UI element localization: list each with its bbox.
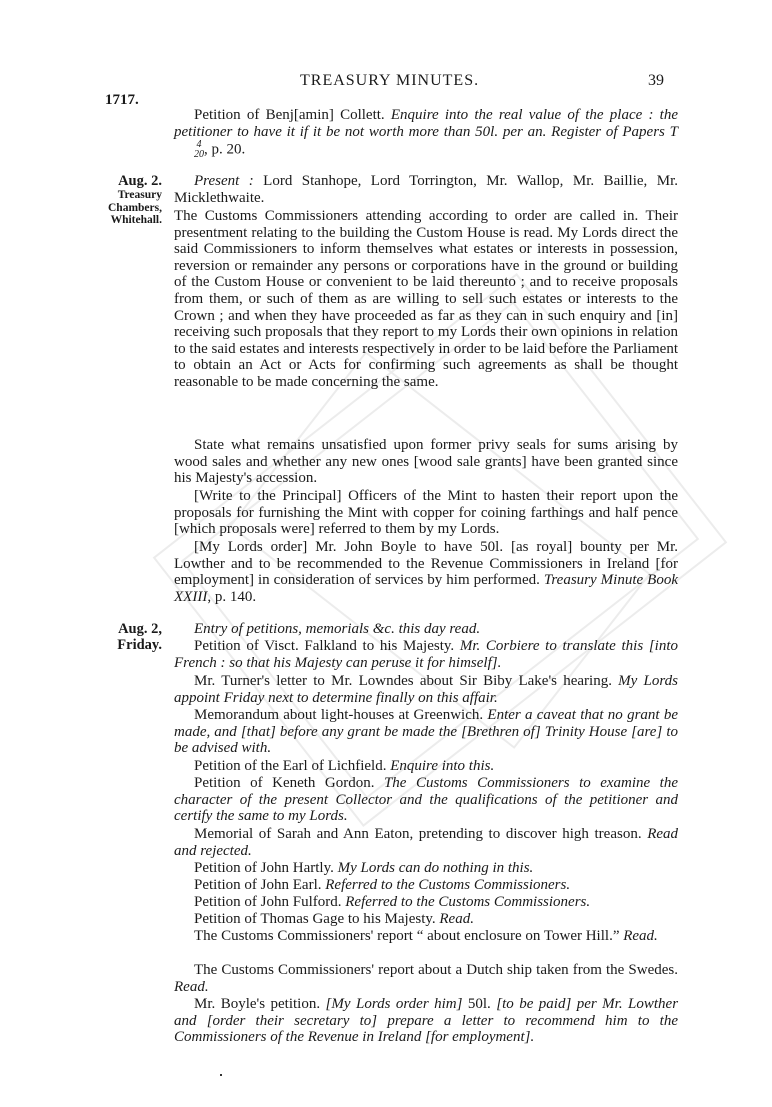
margin-date: Aug. 2, — [118, 621, 162, 637]
entry-note: My Lords can do nothing in this. — [337, 860, 534, 876]
entry-note: Mr. Corbiere to translate this [into French : so that his Majesty can peruse it for himself]. — [174, 638, 679, 671]
entry-note: Read. — [439, 911, 474, 927]
entry-privy-seals: State what remains unsatisfied upon former privy seals for sums arising by wood sales and whether any new ones [wood sale grants] have been granted since his Majesty's accession. — [174, 437, 678, 487]
fraction-denominator: 20 — [194, 149, 204, 161]
entry-hartly — [174, 860, 678, 877]
entry-note: Enquire into this. — [390, 758, 495, 774]
entry-note: [to be paid] per Mr. Lowther and [order their secretary to] prepare a letter to recommend him to the Commissioners of the Revenue in Ireland [for employment]. — [174, 996, 679, 1046]
entry-page: , p. 20. — [204, 141, 246, 158]
page-number: 39 — [648, 72, 664, 89]
margin-date: Aug. 2. — [118, 173, 162, 189]
entry-eaton — [174, 826, 678, 859]
entry-text: Petition of the Earl of Lichfield. — [194, 758, 387, 774]
entry-john-earl — [174, 877, 678, 894]
entry-turner — [174, 673, 678, 706]
entry-note: Referred to the Customs Commissioners. — [325, 877, 571, 893]
entry-collett — [174, 107, 678, 160]
entry-page: , p. 140. — [207, 588, 257, 605]
entry-boyle-petition — [174, 996, 678, 1046]
entry-note: My Lords appoint Friday next to determine finally on this affair. — [174, 673, 679, 706]
entry-note: Read. — [623, 928, 658, 944]
entry-present — [174, 173, 678, 206]
entry-note: Referred to the Customs Commissioners. — [345, 894, 591, 910]
fraction-numerator: 4 — [196, 139, 202, 151]
entry-text: Petition of John Earl. — [194, 877, 322, 893]
entry-mint: [Write to the Principal] Officers of the Mint to hasten their report upon the proposals for furnishing the Mint with copper for coining farthings and half pence [which proposals were] referred to them by my Lords. — [174, 488, 678, 538]
entry-text: Petition of Thomas Gage to his Majesty. — [194, 911, 436, 927]
entry-text: Petition of Keneth Gordon. — [194, 775, 375, 791]
entry-text: Petition of Visct. Falkland to his Majesty. — [194, 638, 455, 654]
entry-text: Mr. Boyle's petition. — [194, 996, 321, 1012]
entry-dutch-ship — [174, 962, 678, 995]
entry-john-boyle — [174, 539, 678, 605]
margin-place-line: Chambers, — [108, 201, 162, 214]
entry-gage — [174, 911, 678, 928]
entry-lichfield — [174, 758, 678, 775]
year-label: 1717. — [105, 92, 139, 108]
margin-place-line: Whitehall. — [110, 214, 162, 226]
entry-heading-text: Entry of petitions, memorials &c. this day read. — [194, 621, 481, 637]
entry-falkland — [174, 638, 678, 671]
margin-place-line: Treasury — [117, 189, 162, 201]
entry-text: Petition of John Hartly. — [194, 860, 334, 876]
entry-reference: Treasury Minute Book XXIII — [174, 572, 678, 605]
margin-note-aug2-friday — [84, 621, 162, 653]
entry-note: Enquire into the real value of the place : the petitioner to have it if it be not worth more than 50l. per an. Register of Papers T — [174, 107, 678, 140]
present-label: Present : — [194, 173, 254, 189]
entry-heading — [174, 621, 678, 638]
entry-text: Petition of John Fulford. — [194, 894, 342, 910]
entry-text: Memorandum about light-houses at Greenwich. — [194, 707, 484, 723]
entry-customs-house: The Customs Commissioners attending according to order are called in. Their presentment relating to the building the Custom House is read. My Lords direct the said Commissioners to inform themselves what estates or interests in possession, reversion or remainder any persons or corporations have in the ground or building of the Custom House or convenient to be laid thereunto ; and to receive proposals from them, or such of them as are willing to sell such estates or interests to the Crown ; and when they have proceeded as far as they can in such enquiry and [in] receiving such proposals that they report to my Lords their own opinions in relation to the said estates and interests respectively in order to be laid before the Parliament to obtain an Act or Acts for confirming such agreements as shall be thought reasonable to be made concerning the same. — [174, 208, 678, 390]
entry-note: [My Lords order him] — [325, 996, 463, 1012]
entry-gordon — [174, 775, 678, 825]
entry-note: Read and rejected. — [174, 826, 679, 859]
entry-note: Read. — [174, 978, 209, 995]
stray-mark — [220, 1074, 222, 1076]
margin-day: Friday. — [117, 637, 162, 653]
entry-text: The Customs Commissioners' report about a Dutch ship taken from the Swedes. — [194, 962, 678, 978]
present-names: Lord Stanhope, Lord Torrington, Mr. Wallop, Mr. Baillie, Mr. Micklethwaite. — [174, 173, 679, 206]
entry-text: Petition of Benj[amin] Collett. — [194, 107, 385, 123]
entry-note: The Customs Commissioners to examine the character of the present Collector and the qualifications of the petitioner and certify the same to my Lords. — [174, 775, 678, 825]
entry-fulford — [174, 894, 678, 911]
entry-lighthouses — [174, 707, 678, 757]
running-title: TREASURY MINUTES. — [300, 72, 480, 89]
entry-note: Enter a caveat that no grant be made, and [that] before any grant be made the [Brethren of] Trinity House [are] to be advised with. — [174, 707, 679, 757]
entry-text: The Customs Commissioners' report “ about enclosure on Tower Hill.” — [194, 928, 620, 944]
margin-note-aug2-whitehall — [84, 173, 162, 227]
entry-amount: 50l. — [467, 996, 491, 1012]
entry-text: [My Lords order] Mr. John Boyle to have 50l. [as royal] bounty per Mr. Lowther and to be recommended to the Revenue Commissioners in Ireland [for employment] in consideration of services by him performed. — [174, 539, 678, 589]
entry-tower-hill — [174, 928, 678, 945]
entry-text: Mr. Turner's letter to Mr. Lowndes about Sir Biby Lake's hearing. — [194, 673, 612, 689]
entry-text: Memorial of Sarah and Ann Eaton, pretending to discover high treason. — [194, 826, 642, 842]
